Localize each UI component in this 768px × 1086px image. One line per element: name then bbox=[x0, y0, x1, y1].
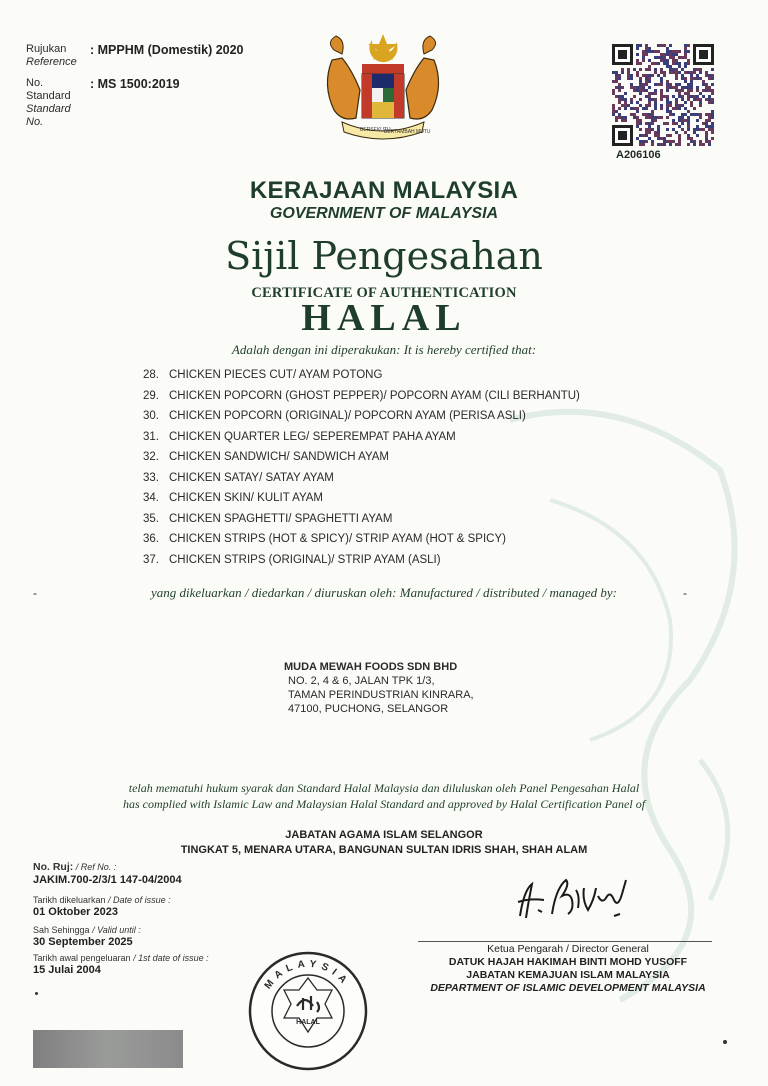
item-text: CHICKEN SATAY/ SATAY AYAM bbox=[169, 471, 334, 484]
valid-until-value: 30 September 2025 bbox=[33, 936, 133, 948]
reference-value: : MPPHM (Domestik) 2020 bbox=[90, 43, 244, 57]
reference-label: Rujukan Reference bbox=[26, 43, 77, 68]
company-address-line: 47100, PUCHONG, SELANGOR bbox=[288, 703, 449, 715]
item-number: 28. bbox=[143, 369, 159, 381]
certify-statement: Adalah dengan ini diperakukan: It is hereby certified that: bbox=[231, 342, 537, 357]
item-number: 34. bbox=[143, 492, 159, 504]
qr-serial-number: A206106 bbox=[616, 149, 661, 161]
product-list bbox=[143, 369, 580, 574]
item-text: CHICKEN STRIPS (ORIGINAL)/ STRIP AYAM (ASLI) bbox=[169, 553, 441, 566]
director-title: Ketua Pengarah / Director General bbox=[487, 943, 649, 955]
first-issue-label: Tarikh awal pengeluaran / 1st date of issue : bbox=[33, 953, 209, 963]
list-item bbox=[143, 554, 580, 575]
margin-mark: - bbox=[683, 586, 687, 600]
department-malay: JABATAN KEMAJUAN ISLAM MALAYSIA bbox=[466, 969, 670, 981]
list-item bbox=[143, 533, 580, 554]
certificate-title-malay: Sijil Pengesahan bbox=[225, 234, 543, 278]
item-text: CHICKEN QUARTER LEG/ SEPEREMPAT PAHA AYAM bbox=[169, 430, 456, 443]
item-number: 29. bbox=[143, 389, 159, 402]
list-item bbox=[143, 451, 580, 472]
list-item bbox=[143, 472, 580, 493]
company-name: MUDA MEWAH FOODS SDN BHD bbox=[284, 661, 458, 673]
svg-text:BERSEKUTU: BERSEKUTU bbox=[360, 127, 391, 133]
item-number: 35. bbox=[143, 512, 159, 525]
standard-label: No. Standard Standard No. bbox=[26, 77, 71, 128]
certificate-title-english: CERTIFICATE OF AUTHENTICATION bbox=[251, 285, 517, 301]
valid-until-label: Sah Sehingga / Valid until : bbox=[33, 925, 141, 935]
item-number: 36. bbox=[143, 533, 159, 545]
qr-code bbox=[612, 44, 714, 146]
margin-dot bbox=[723, 1040, 727, 1044]
standard-value: : MS 1500:2019 bbox=[90, 77, 180, 91]
item-text: CHICKEN STRIPS (HOT & SPICY)/ STRIP AYAM (HOT & SPICY) bbox=[169, 533, 506, 545]
government-title-malay: KERAJAAN MALAYSIA bbox=[249, 177, 519, 204]
panel-name: JABATAN AGAMA ISLAM SELANGOR bbox=[285, 829, 483, 841]
signature-line bbox=[418, 941, 712, 942]
ref-no-label: No. Ruj: / Ref No. : bbox=[33, 861, 117, 873]
item-text: CHICKEN SANDWICH/ SANDWICH AYAM bbox=[169, 451, 390, 463]
item-number: 37. bbox=[143, 553, 159, 566]
coat-of-arms-emblem bbox=[312, 30, 454, 142]
item-text: CHICKEN SPAGHETTI/ SPAGHETTI AYAM bbox=[169, 512, 393, 525]
redacted-band bbox=[33, 1030, 183, 1068]
managed-by-statement: yang dikeluarkan / diedarkan / diuruskan oleh: Manufactured / distributed / managed by: bbox=[151, 585, 617, 600]
director-signature bbox=[510, 870, 645, 926]
compliance-english: has complied with Islamic Law and Malaysian Halal Standard and approved by Halal Certification Panel of bbox=[122, 797, 646, 811]
director-name: DATUK HAJAH HAKIMAH BINTI MOHD YUSOFF bbox=[448, 956, 688, 968]
government-title-english: GOVERNMENT OF MALAYSIA bbox=[269, 205, 499, 222]
list-item bbox=[143, 369, 580, 390]
compliance-malay: telah mematuhi hukum syarak dan Standard Halal Malaysia dan diluluskan oleh Panel Pengesahan Halal bbox=[128, 781, 640, 795]
issue-date-label: Tarikh dikeluarkan / Date of issue : bbox=[33, 895, 171, 905]
halal-title: HALAL bbox=[301, 297, 467, 339]
compliance-statement bbox=[0, 780, 768, 812]
svg-text:MALAYSIA: MALAYSIA bbox=[262, 958, 352, 992]
svg-text:HALAL: HALAL bbox=[296, 1019, 320, 1026]
item-number: 32. bbox=[143, 451, 159, 463]
company-address-line: TAMAN PERINDUSTRIAN KINRARA, bbox=[288, 689, 474, 701]
item-number: 31. bbox=[143, 430, 159, 443]
department-english: DEPARTMENT OF ISLAMIC DEVELOPMENT MALAYSIA bbox=[430, 982, 706, 994]
first-issue-value: 15 Julai 2004 bbox=[33, 964, 101, 976]
company-block bbox=[284, 660, 474, 716]
svg-text:BERTAMBAH MUTU: BERTAMBAH MUTU bbox=[384, 129, 431, 135]
list-item bbox=[143, 390, 580, 411]
halal-logo-seal bbox=[247, 950, 369, 1072]
panel-address: TINGKAT 5, MENARA UTARA, BANGUNAN SULTAN IDRIS SHAH, SHAH ALAM bbox=[180, 844, 588, 856]
item-number: 30. bbox=[143, 410, 159, 422]
company-address-line: NO. 2, 4 & 6, JALAN TPK 1/3, bbox=[288, 675, 435, 687]
item-number: 33. bbox=[143, 471, 159, 484]
list-item bbox=[143, 513, 580, 534]
margin-dot bbox=[35, 992, 38, 995]
margin-mark: - bbox=[33, 586, 37, 600]
item-text: CHICKEN POPCORN (ORIGINAL)/ POPCORN AYAM (PERISA ASLI) bbox=[169, 410, 526, 422]
list-item bbox=[143, 431, 580, 452]
item-text: CHICKEN PIECES CUT/ AYAM POTONG bbox=[169, 369, 383, 381]
ref-no-value: JAKIM.700-2/3/1 147-04/2004 bbox=[33, 874, 182, 886]
list-item bbox=[143, 492, 580, 513]
item-text: CHICKEN POPCORN (GHOST PEPPER)/ POPCORN AYAM (CILI BERHANTU) bbox=[169, 389, 580, 402]
item-text: CHICKEN SKIN/ KULIT AYAM bbox=[169, 492, 324, 504]
issue-date-value: 01 Oktober 2023 bbox=[33, 906, 118, 918]
list-item bbox=[143, 410, 580, 431]
